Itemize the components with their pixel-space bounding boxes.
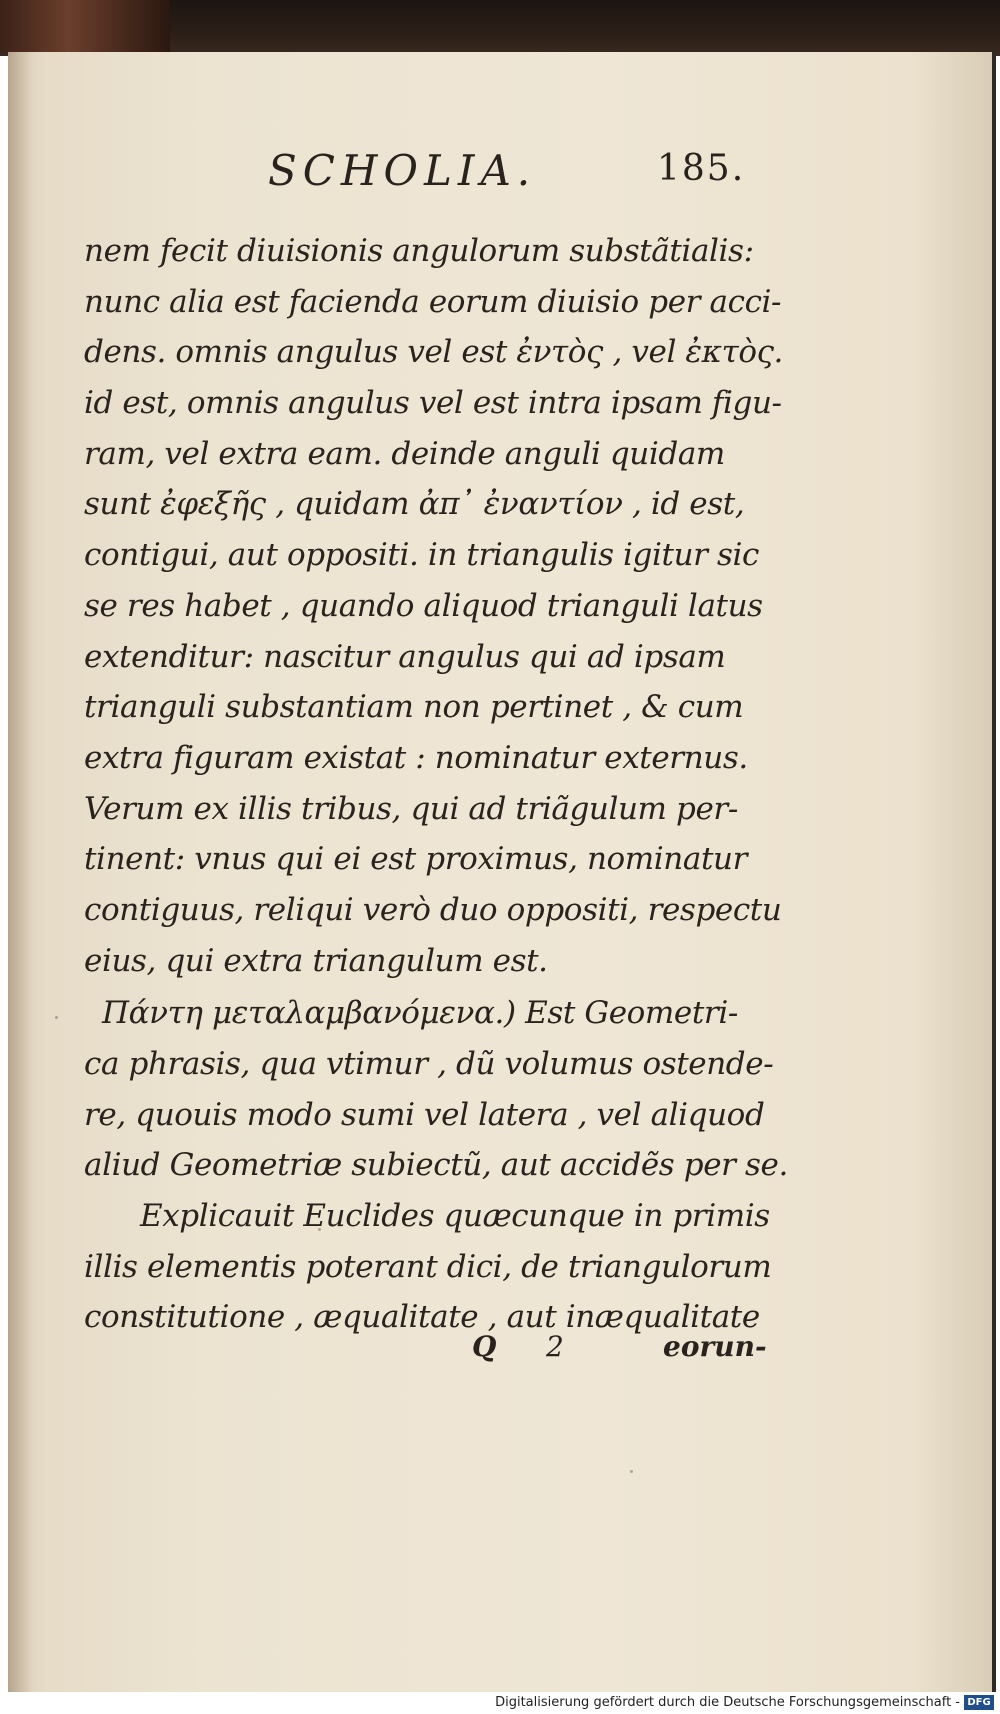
body-text bbox=[84, 226, 790, 1343]
text-line: aliud Geometriæ subiectũ, aut accidẽs per se. bbox=[84, 1147, 788, 1184]
text-line: se res habet , quando aliquod trianguli latus bbox=[84, 587, 763, 624]
text-line: sunt ἐφεξῆς , quidam ἀπ᾽ ἐναντίον , id est, bbox=[84, 486, 745, 523]
funding-credit: Digitalisierung gefördert durch die Deutsche Forschungsgemeinschaft - bbox=[495, 1695, 960, 1710]
text-line: illis elementis poterant dici, de triangulorum bbox=[84, 1248, 772, 1285]
text-line: eius, qui extra triangulum est. bbox=[84, 942, 548, 979]
text-line: Verum ex illis tribus, qui ad triãgulum per- bbox=[84, 790, 738, 827]
text-line: ram, vel extra eam. deinde anguli quidam bbox=[84, 435, 725, 472]
text-line: extra figuram existat : nominatur externus. bbox=[84, 739, 748, 776]
text-line: nunc alia est facienda eorum diuisio per acci- bbox=[84, 283, 782, 320]
dfg-logo: DFG bbox=[964, 1695, 994, 1710]
text-line: re, quouis modo sumi vel latera , vel aliquod bbox=[84, 1096, 765, 1133]
text-line: extenditur: nascitur angulus qui ad ipsam bbox=[84, 638, 726, 675]
paragraph-start-line: Explicauit Euclides quæcunque in primis bbox=[140, 1198, 770, 1235]
catchword: eorun- bbox=[663, 1330, 767, 1363]
text-line: id est, omnis angulus vel est intra ipsam figu- bbox=[84, 385, 782, 422]
page-number: 185. bbox=[657, 148, 746, 189]
text-line: dens. omnis angulus vel est ἐντὸς , vel ἐκτὸς. bbox=[84, 334, 784, 371]
text-line: constitutione , æqualitate , aut inæqualitate bbox=[84, 1299, 760, 1336]
text-line: nem fecit diuisionis angulorum substãtialis: bbox=[84, 233, 754, 269]
signature-number: 2 bbox=[546, 1330, 564, 1363]
text-line: ca phrasis, qua vtimur , dũ volumus ostende- bbox=[84, 1046, 774, 1082]
gutter-shadow bbox=[8, 52, 32, 1692]
text-line: contiguus, reliqui verò duo oppositi, respectu bbox=[84, 891, 782, 928]
binding-edge bbox=[0, 0, 170, 52]
paragraph-start-line: Πάντη μεταλαμβανόμενα.) Est Geometri- bbox=[102, 995, 738, 1032]
paper-speck bbox=[630, 1470, 633, 1473]
paper-speck bbox=[55, 1016, 58, 1019]
running-title: SCHOLIA. bbox=[268, 146, 537, 195]
text-line: contigui, aut oppositi. in triangulis igitur sic bbox=[84, 537, 760, 574]
text-line: trianguli substantiam non pertinet , & cum bbox=[84, 689, 744, 726]
signature-mark: Q bbox=[472, 1330, 497, 1363]
text-line: tinent: vnus qui ei est proximus, nominatur bbox=[84, 841, 747, 878]
